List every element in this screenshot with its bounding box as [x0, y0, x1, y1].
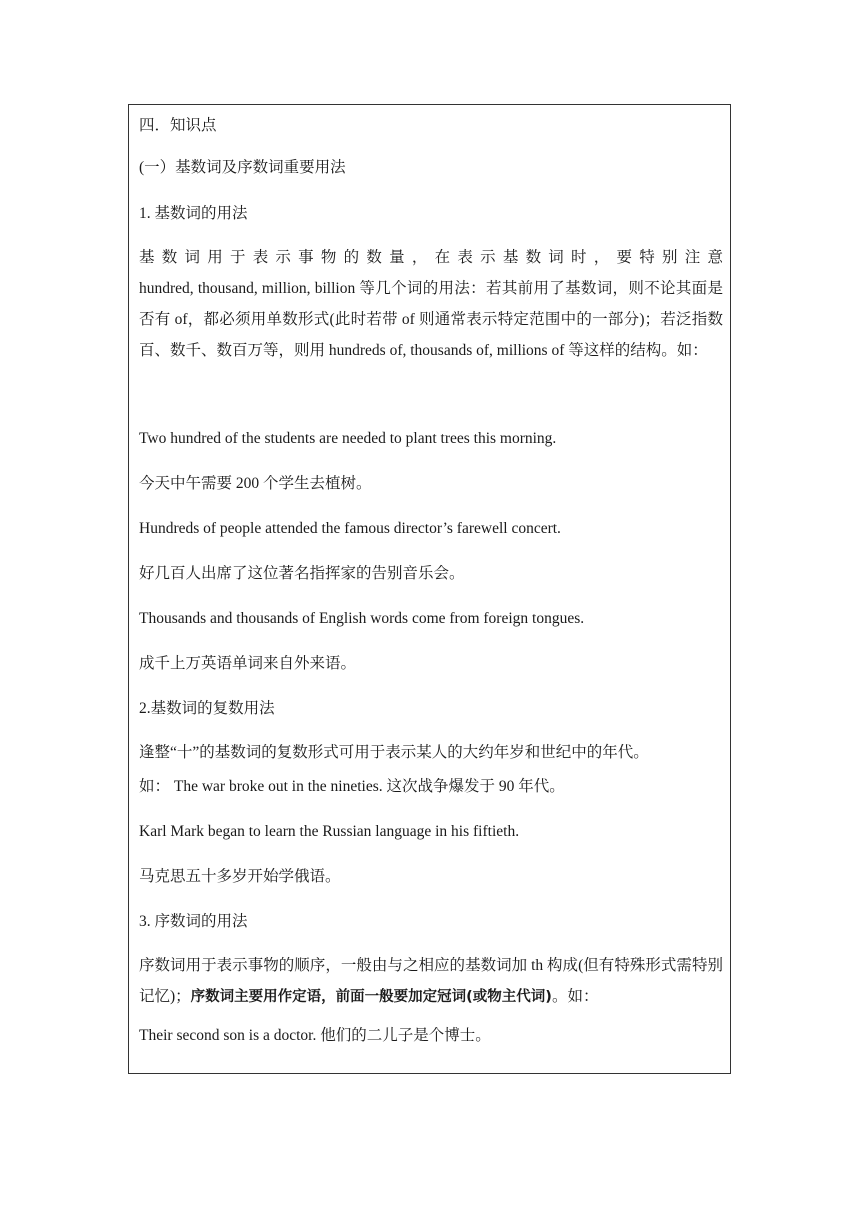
- part1-example3-en: Thousands and thousands of English words come from foreign tongues.: [139, 610, 585, 627]
- part2-example1: 如： The war broke out in the nineties. 这次战争爆发于 90 年代。: [139, 778, 565, 795]
- part3-rule-plain: 序数词用于表示事物的顺序，一般由与之相应的基数词加 th 构成(但有特殊形式需特别记忆)；: [139, 957, 723, 1005]
- part3-example1: Their second son is a doctor. 他们的二儿子是个博士。: [139, 1027, 491, 1044]
- part1-example2-en: Hundreds of people attended the famous director’s farewell concert.: [139, 520, 561, 537]
- section-heading: 四．知识点: [139, 117, 217, 134]
- part1-title: 1. 基数词的用法: [139, 205, 248, 222]
- part2-rule: 逢整“十”的基数词的复数形式可用于表示某人的大约年岁和世纪中的年代。: [139, 744, 649, 761]
- part3-rule-tail: 。如：: [551, 988, 599, 1005]
- part3-paragraph: [139, 950, 723, 1013]
- part1-example3-zh: 成千上万英语单词来自外来语。: [139, 655, 357, 672]
- part1-example2-zh: 好几百人出席了这位著名指挥家的告别音乐会。: [139, 565, 465, 582]
- part3-title: 3. 序数词的用法: [139, 913, 248, 930]
- part2-example2-en: Karl Mark began to learn the Russian language in his fiftieth.: [139, 823, 520, 840]
- part1-example1-en: Two hundred of the students are needed to plant trees this morning.: [139, 430, 557, 447]
- part3-rule-bold: 序数词主要用作定语，前面一般要加定冠词(或物主代词): [190, 989, 552, 1005]
- part2-example2-zh: 马克思五十多岁开始学俄语。: [139, 868, 341, 885]
- part1-example1-zh: 今天中午需要 200 个学生去植树。: [139, 475, 372, 492]
- part1-paragraph: [139, 242, 723, 366]
- content-box: [128, 104, 731, 1074]
- part1-paragraph-line1: 基 数 词 用 于 表 示 事 物 的 数 量 ， 在 表 示 基 数 词 时 ， 要 特 别 注 意: [139, 249, 723, 266]
- section-subheading: (一）基数词及序数词重要用法: [139, 159, 346, 176]
- part1-paragraph-rest: hundred, thousand, million, billion 等几个词的用法：若其前用了基数词，则不论其面是否有 of，都必须用单数形式(此时若带 of 则通常表示特定范围中的一部分)；若泛指数百、数千、数百万等，则用 hundreds of, thousands of, millions of 等这样的结构。如：: [139, 280, 723, 359]
- part2-title: 2.基数词的复数用法: [139, 700, 275, 717]
